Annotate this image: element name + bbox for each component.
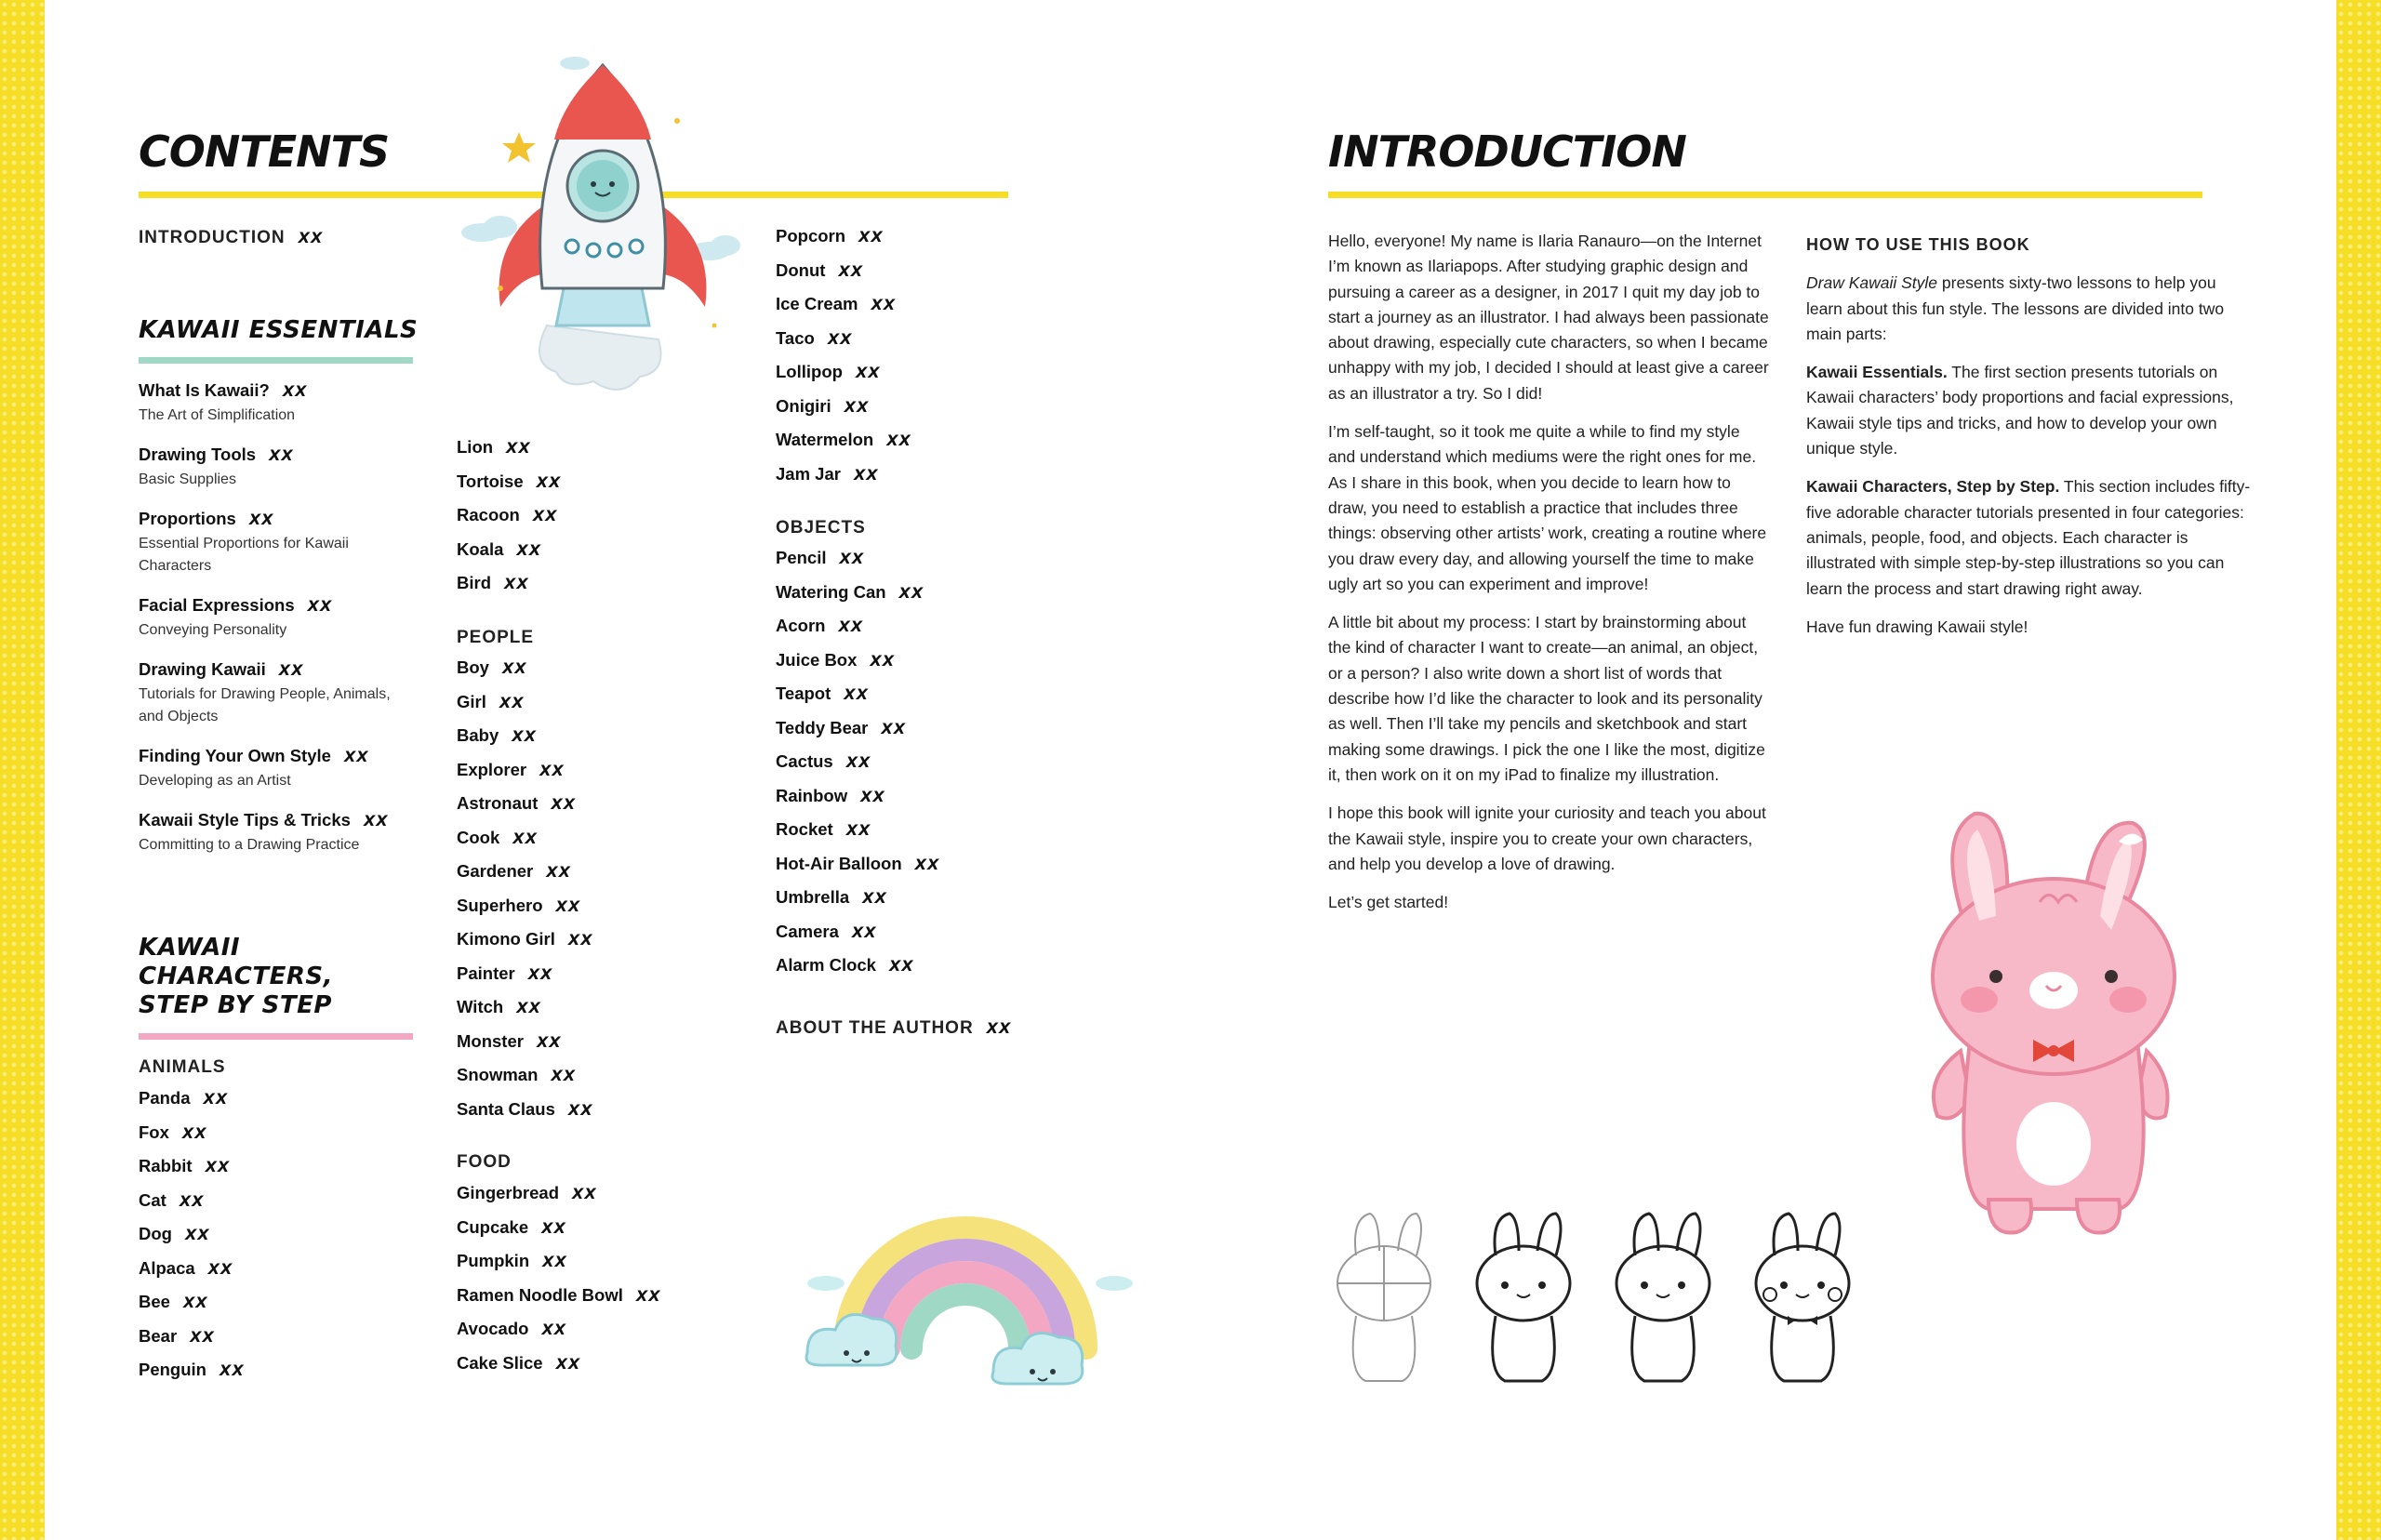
toc-entry[interactable]: Rocket XX — [776, 819, 871, 839]
page-number: XX — [182, 1294, 208, 1311]
intro-paragraph: I hope this book will ignite your curiosity and teach you about the Kawaii style, inspire you to create your own characters, and help you develop a love of drawing. — [1328, 803, 1766, 873]
page-number: XX — [860, 787, 885, 805]
toc-introduction[interactable] — [139, 228, 323, 248]
toc-entry[interactable]: Bear XX — [139, 1325, 215, 1346]
toc-about-author[interactable] — [776, 1018, 1011, 1039]
toc-entry[interactable]: Fox XX — [139, 1122, 207, 1142]
rainbow-illustration — [789, 1144, 1161, 1423]
toc-entry-title: Drawing Kawaii XX — [139, 659, 304, 679]
page-number: XX — [853, 465, 879, 484]
toc-entry[interactable]: Panda XX — [139, 1088, 229, 1108]
book-spread — [45, 0, 2336, 1540]
page-number: XX — [546, 863, 571, 881]
toc-entry-title: Facial Expressions XX — [139, 595, 333, 615]
toc-entry[interactable]: Camera XX — [776, 921, 877, 941]
toc-entry[interactable]: Witch XX — [457, 997, 541, 1016]
toc-entry-subtitle: Essential Proportions for Kawaii Characters — [139, 536, 349, 574]
page-number: XX — [205, 1158, 231, 1175]
category-people: PEOPLE — [457, 628, 535, 647]
page-number: XX — [845, 821, 871, 839]
food-list-1 — [457, 1183, 661, 1387]
toc-entry[interactable]: Watering Can XX — [776, 581, 924, 602]
page-number: XX — [838, 617, 864, 635]
page-number: XX — [532, 507, 558, 524]
how-to-use-closing: Have fun drawing Kawaii style! — [1806, 617, 2029, 636]
category-food: FOOD — [457, 1152, 512, 1172]
intro-paragraph: Let’s get started! — [1328, 893, 1449, 912]
toc-entry[interactable]: Taco XX — [776, 327, 853, 348]
toc-entry[interactable]: Cook XX — [457, 827, 538, 847]
toc-entry[interactable]: Tortoise XX — [457, 471, 562, 491]
how-to-use-title: HOW TO USE THIS BOOK — [1806, 235, 2030, 254]
page-number: XX — [190, 1327, 215, 1346]
toc-entry[interactable]: Cactus XX — [776, 751, 871, 771]
page-number: XX — [914, 855, 940, 873]
page-number: XX — [298, 229, 324, 246]
toc-entry[interactable]: Monster XX — [457, 1030, 562, 1051]
how-to-use-part2: Kawaii Characters, Step by Step. This section includes fifty-five adorable character tutorials presented in four categories: animals, people, food, and objects. Each character is illustrated with simple step-by-step illustrations so you can learn the process and start drawing right away. — [1806, 477, 2251, 598]
toc-entry[interactable]: Girl XX — [457, 691, 525, 711]
page-number: XX — [898, 583, 924, 602]
characters-rule — [139, 1033, 413, 1040]
page-number: XX — [504, 575, 529, 592]
toc-entry[interactable] — [139, 595, 408, 642]
page-number: XX — [838, 261, 864, 280]
page-number: XX — [551, 1067, 577, 1084]
toc-entry[interactable]: Hot-Air Balloon XX — [776, 853, 940, 873]
toc-introduction-label: INTRODUCTION — [139, 228, 286, 247]
toc-entry[interactable]: Avocado XX — [457, 1319, 567, 1338]
page-number: XX — [248, 511, 274, 528]
page-number: XX — [870, 651, 896, 670]
toc-entry[interactable]: Penguin XX — [139, 1360, 245, 1379]
toc-entry[interactable]: Umbrella XX — [776, 887, 887, 907]
toc-entry-title: Kawaii Style Tips & Tricks XX — [139, 810, 389, 830]
category-objects: OBJECTS — [776, 518, 866, 538]
toc-entry[interactable]: Cat XX — [139, 1189, 205, 1210]
page-number: XX — [499, 693, 525, 711]
page-number: XX — [269, 446, 294, 464]
toc-entry[interactable] — [139, 445, 408, 491]
toc-entry[interactable]: Painter XX — [457, 962, 553, 983]
characters-heading-line: KAWAII — [139, 934, 241, 962]
toc-entry[interactable]: Santa Claus XX — [457, 1098, 593, 1119]
page-number: XX — [541, 1218, 566, 1237]
toc-entry[interactable]: Explorer XX — [457, 759, 565, 779]
toc-entry[interactable]: Koala XX — [457, 538, 542, 559]
toc-entry[interactable]: Racoon XX — [457, 505, 558, 524]
introduction-rule — [1328, 192, 2202, 198]
toc-entry[interactable]: Jam Jar XX — [776, 463, 879, 484]
toc-entry[interactable]: Bee XX — [139, 1292, 208, 1311]
toc-entry[interactable]: Rabbit XX — [139, 1156, 231, 1175]
intro-paragraph: A little bit about my process: I start by brainstorming about the kind of character I want to create—an animal, an object, or a person? I also write down a short list of words that describe how I’d like the character to look and its personality as well. Then I’ll take my pencils and sketchbook and start making some drawings. I pick the one I like the most, digitize it, then work on it on my iPad to finalize my illustration. — [1328, 613, 1765, 784]
page-number: XX — [539, 761, 565, 779]
page-number: XX — [551, 795, 577, 813]
page-number: XX — [986, 1019, 1012, 1037]
page-number: XX — [203, 1090, 229, 1108]
toc-entry-subtitle: Basic Supplies — [139, 471, 236, 487]
page-number: XX — [512, 829, 538, 847]
page-number: XX — [343, 748, 369, 765]
toc-entry[interactable]: Teapot XX — [776, 684, 869, 703]
page-number: XX — [506, 439, 531, 457]
page-number: XX — [871, 296, 897, 313]
page-border-left — [0, 0, 45, 1540]
page-number: XX — [501, 659, 527, 677]
rocket-illustration — [435, 46, 752, 391]
page-number: XX — [555, 896, 581, 915]
characters-heading — [139, 934, 333, 1020]
page-number: XX — [363, 812, 389, 830]
toc-about-author-label: ABOUT THE AUTHOR — [776, 1018, 974, 1038]
page-number: XX — [181, 1123, 207, 1142]
page-number: XX — [886, 431, 911, 449]
introduction-body — [1328, 229, 1770, 928]
toc-entry[interactable]: Ice Cream XX — [776, 294, 897, 313]
how-to-use-section — [1806, 232, 2253, 653]
toc-entry[interactable]: Superhero XX — [457, 895, 581, 915]
page-number: XX — [572, 1185, 597, 1202]
people-list — [457, 657, 593, 1133]
toc-entry[interactable] — [139, 380, 408, 427]
toc-entry-title: Finding Your Own Style XX — [139, 746, 369, 765]
page-number: XX — [536, 472, 562, 491]
page-number: XX — [541, 1321, 567, 1338]
bunny-steps-illustration — [1328, 1209, 1923, 1395]
page-number: XX — [555, 1354, 581, 1373]
toc-entry[interactable]: Popcorn XX — [776, 226, 884, 246]
page-number: XX — [516, 540, 542, 559]
page-number: XX — [845, 753, 871, 771]
page-number: XX — [282, 382, 308, 400]
toc-entry-title: Proportions XX — [139, 509, 274, 528]
food-list-2 — [776, 226, 911, 498]
toc-entry[interactable]: Alpaca XX — [139, 1257, 233, 1278]
page-number: XX — [888, 957, 914, 975]
toc-entry[interactable]: Juice Box XX — [776, 649, 896, 670]
page-number: XX — [881, 719, 907, 737]
toc-entry-subtitle: The Art of Simplification — [139, 407, 296, 423]
toc-entry[interactable]: Donut XX — [776, 259, 864, 280]
page-number: XX — [219, 1361, 245, 1379]
characters-heading-line: STEP BY STEP — [139, 991, 332, 1019]
toc-entry[interactable]: Onigiri XX — [776, 395, 870, 416]
toc-entry[interactable]: Alarm Clock XX — [776, 955, 914, 975]
page-number: XX — [207, 1259, 233, 1278]
page-number: XX — [635, 1286, 661, 1305]
page-number: XX — [516, 999, 541, 1016]
toc-entry[interactable]: Lollipop XX — [776, 362, 881, 381]
bunny-illustration — [1868, 800, 2258, 1265]
page-number: XX — [184, 1226, 210, 1243]
page-number: XX — [839, 550, 865, 567]
toc-entry[interactable] — [139, 746, 408, 792]
toc-entry[interactable]: Pencil XX — [776, 548, 865, 567]
toc-entry[interactable]: Bird XX — [457, 573, 529, 592]
objects-list — [776, 548, 939, 989]
page-number: XX — [851, 923, 877, 941]
toc-entry[interactable]: Lion XX — [457, 437, 531, 457]
toc-entry[interactable]: Snowman XX — [457, 1065, 577, 1084]
page-number: XX — [862, 889, 887, 907]
toc-entry[interactable]: Cupcake XX — [457, 1216, 566, 1237]
page-number: XX — [512, 727, 537, 745]
toc-entry[interactable]: Gardener XX — [457, 861, 571, 881]
characters-heading-line: CHARACTERS, — [139, 962, 334, 990]
page-number: XX — [844, 397, 870, 416]
toc-entry-subtitle: Committing to a Drawing Practice — [139, 837, 360, 853]
animals-list-1 — [139, 1088, 245, 1394]
page-number: XX — [858, 228, 884, 246]
toc-entry[interactable]: Ramen Noodle Bowl XX — [457, 1284, 661, 1305]
toc-entry[interactable]: Pumpkin XX — [457, 1251, 567, 1270]
page-number: XX — [179, 1191, 205, 1210]
toc-entry-title: Drawing Tools XX — [139, 445, 294, 464]
introduction-title: INTRODUCTION — [1328, 126, 1686, 177]
intro-paragraph: Hello, everyone! My name is Ilaria Ranauro—on the Internet I’m known as Ilariapops. After studying graphic design and pursuing a career as a designer, in 2017 I quit my day job to start a journey as an illustrator. I had always been passionate about drawing, especially cute characters, so when I became unhappy with my job, I decided I should at least give a career as an illustrator a try. So I did! — [1328, 232, 1769, 403]
toc-entry[interactable] — [139, 810, 408, 856]
page-number: XX — [307, 597, 333, 615]
animals-list-2 — [457, 437, 561, 607]
toc-entry[interactable]: Watermelon XX — [776, 430, 911, 449]
essentials-heading: KAWAII ESSENTIALS — [139, 316, 419, 344]
page-number: XX — [536, 1032, 562, 1051]
contents-title: CONTENTS — [139, 126, 390, 177]
toc-entry-subtitle: Developing as an Artist — [139, 773, 291, 789]
toc-entry[interactable]: Dog XX — [139, 1224, 210, 1243]
how-to-use-part1: Kawaii Essentials. The first section presents tutorials on Kawaii characters’ body proportions and facial expressions, Kawaii style tips and tricks, and how to develop your own unique style. — [1806, 363, 2234, 458]
toc-entry[interactable]: Boy XX — [457, 657, 527, 677]
toc-entry[interactable]: Acorn XX — [776, 616, 864, 635]
toc-entry[interactable]: Gingerbread XX — [457, 1183, 597, 1202]
toc-entry[interactable]: Astronaut XX — [457, 793, 577, 813]
how-to-use-intro: Draw Kawaii Style presents sixty-two lessons to help you learn about this fun style. The lessons are divided into two main parts: — [1806, 273, 2225, 343]
toc-entry[interactable]: Teddy Bear XX — [776, 717, 907, 737]
toc-entry-subtitle: Tutorials for Drawing People, Animals, and Objects — [139, 686, 391, 724]
page-number: XX — [855, 364, 881, 381]
toc-entry[interactable] — [139, 509, 408, 578]
toc-entry[interactable]: Rainbow XX — [776, 785, 885, 805]
toc-entry[interactable]: Kimono Girl XX — [457, 929, 593, 949]
toc-entry-title: What Is Kawaii? XX — [139, 380, 308, 400]
page-border-right — [2336, 0, 2381, 1540]
page-number: XX — [844, 685, 869, 703]
page-number: XX — [542, 1253, 567, 1270]
page-number: XX — [278, 661, 304, 679]
toc-entry[interactable]: Baby XX — [457, 725, 537, 745]
essentials-rule — [139, 357, 413, 364]
page-number: XX — [527, 964, 553, 983]
toc-entry[interactable]: Cake Slice XX — [457, 1352, 581, 1373]
page-number: XX — [827, 329, 853, 348]
page-number: XX — [567, 931, 593, 949]
intro-paragraph: I’m self-taught, so it took me quite a while to find my style and understand which mediums were the right ones for me. As I share in this book, when you decide to learn how to draw, you need to establish a practice that includes three things: observing other artists’ work, creating a routine where you draw every day, and allowing yourself the time to make ugly art so you can experiment and improve! — [1328, 422, 1767, 593]
toc-entry[interactable] — [139, 659, 408, 728]
category-animals: ANIMALS — [139, 1057, 226, 1077]
page-number: XX — [567, 1100, 593, 1119]
toc-entry-subtitle: Conveying Personality — [139, 622, 287, 638]
